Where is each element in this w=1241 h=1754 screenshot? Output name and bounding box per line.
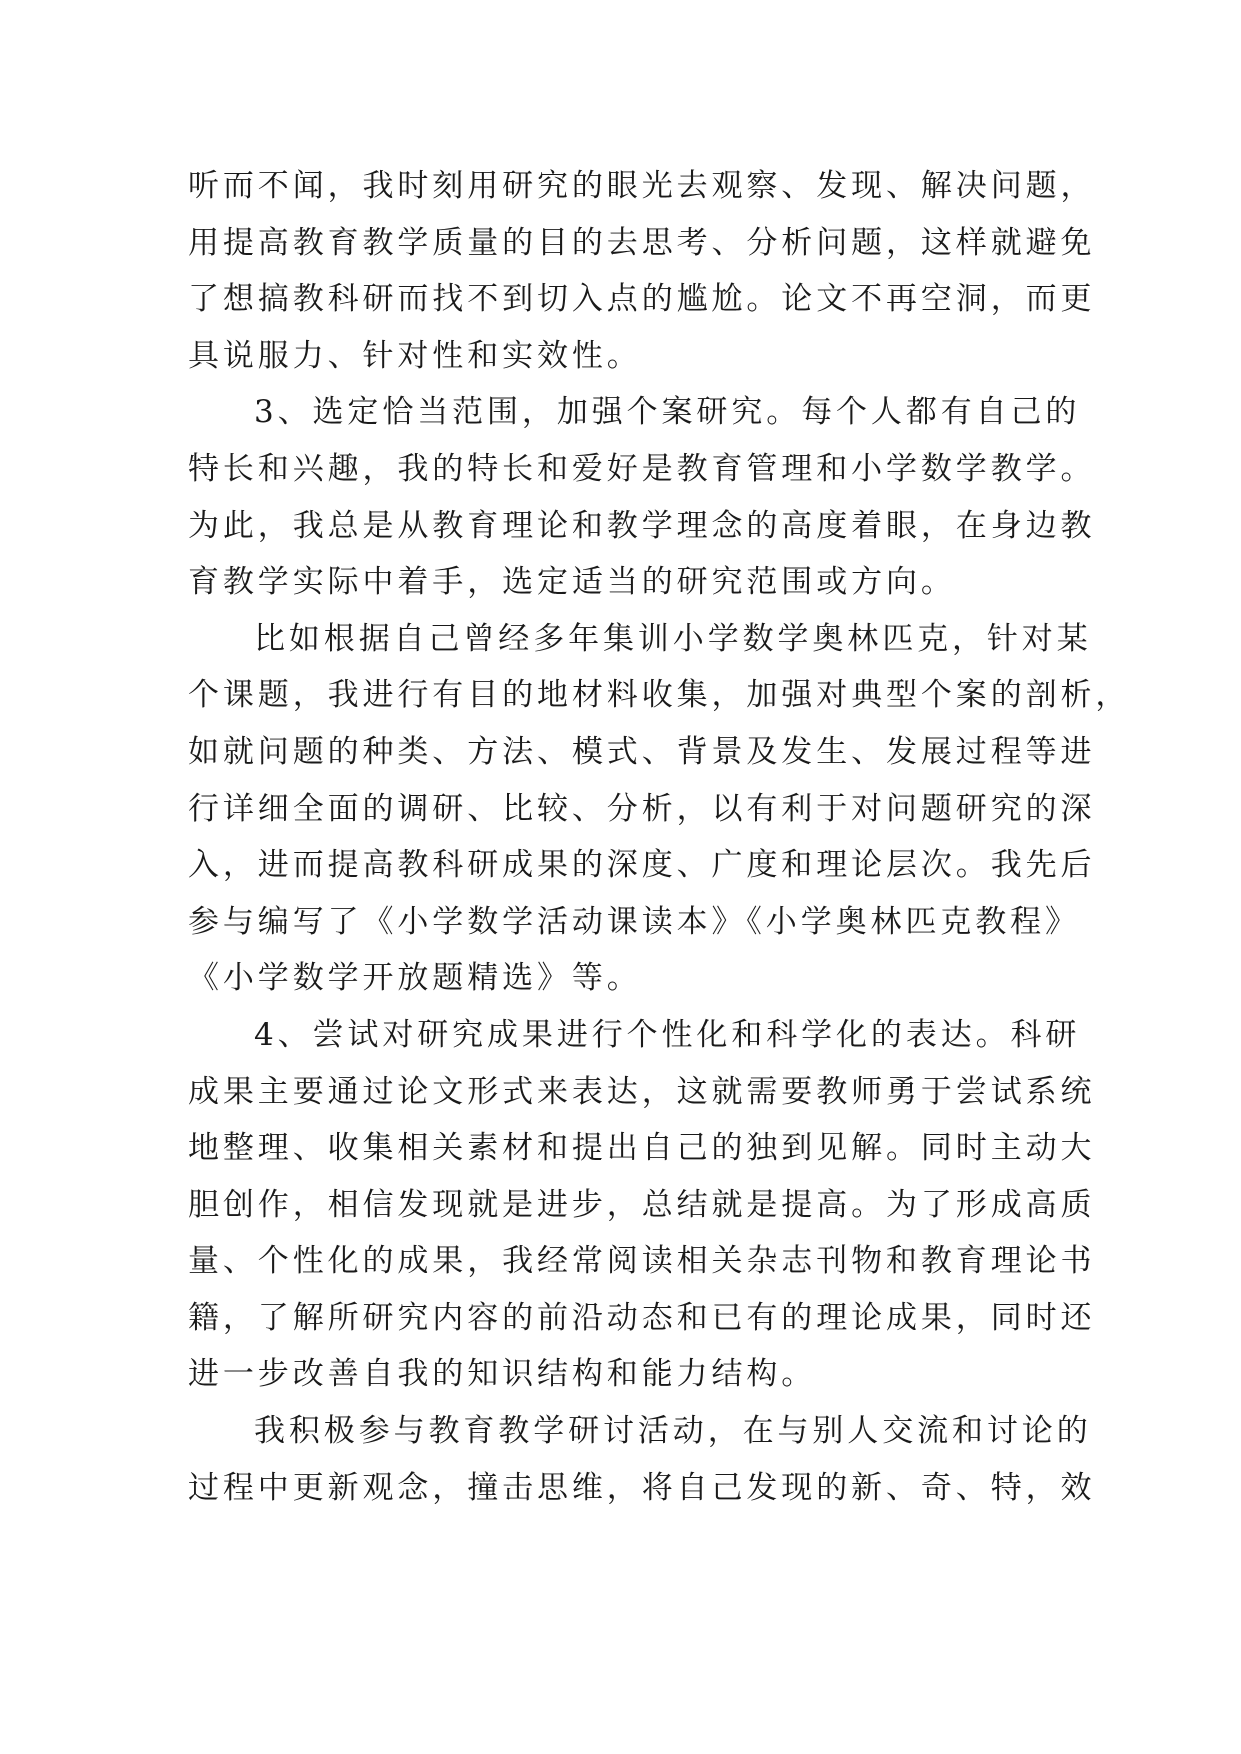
text-line-13: 入，进而提高教科研成果的深度、广度和理论层次。我先后: [188, 847, 1096, 884]
text-line-10: 个课题，我进行有目的地材料收集，加强对典型个案的剖析，: [188, 677, 1131, 714]
text-line-21: 籍，了解所研究内容的前沿动态和已有的理论成果，同时还: [188, 1299, 1096, 1336]
text-line-24: 过程中更新观念，撞击思维，将自己发现的新、奇、特，效: [188, 1469, 1096, 1506]
text-line-2: 用提高教育教学质量的目的去思考、分析问题，这样就避免: [188, 224, 1096, 261]
text-line-20: 量、个性化的成果，我经常阅读相关杂志刊物和教育理论书: [188, 1243, 1096, 1280]
text-line-5: 3、选定恰当范围，加强个案研究。每个人都有自己的: [254, 394, 1081, 431]
text-line-7: 为此，我总是从教育理论和教学理念的高度着眼，在身边教: [188, 507, 1096, 544]
text-line-8: 育教学实际中着手，选定适当的研究范围或方向。: [188, 564, 956, 601]
text-line-23: 我积极参与教育教学研讨活动，在与别人交流和讨论的: [254, 1413, 1092, 1450]
text-line-11: 如就问题的种类、方法、模式、背景及发生、发展过程等进: [188, 733, 1096, 770]
text-line-4: 具说服力、针对性和实效性。: [188, 337, 642, 374]
text-line-3: 了想搞教科研而找不到切入点的尴尬。论文不再空洞，而更: [188, 281, 1096, 318]
text-line-6: 特长和兴趣，我的特长和爱好是教育管理和小学数学教学。: [188, 450, 1096, 487]
text-line-18: 地整理、收集相关素材和提出自己的独到见解。同时主动大: [188, 1130, 1096, 1167]
text-line-15: 《小学数学开放题精选》等。: [188, 960, 642, 997]
body-text: [188, 158, 1131, 1516]
text-line-12: 行详细全面的调研、比较、分析，以有利于对问题研究的深: [188, 790, 1096, 827]
text-line-1: 听而不闻，我时刻用研究的眼光去观察、发现、解决问题，: [188, 168, 1096, 204]
text-line-9: 比如根据自己曾经多年集训小学数学奥林匹克，针对某: [254, 620, 1092, 657]
text-line-22: 进一步改善自我的知识结构和能力结构。: [188, 1356, 817, 1393]
text-line-16: 4、尝试对研究成果进行个性化和科学化的表达。科研: [254, 1016, 1081, 1053]
text-line-14: 参与编写了《小学数学活动课读本》《小学奥林匹克教程》: [188, 903, 1080, 940]
text-line-17: 成果主要通过论文形式来表达，这就需要教师勇于尝试系统: [188, 1073, 1096, 1110]
text-line-19: 胆创作，相信发现就是进步，总结就是提高。为了形成高质: [188, 1186, 1096, 1223]
